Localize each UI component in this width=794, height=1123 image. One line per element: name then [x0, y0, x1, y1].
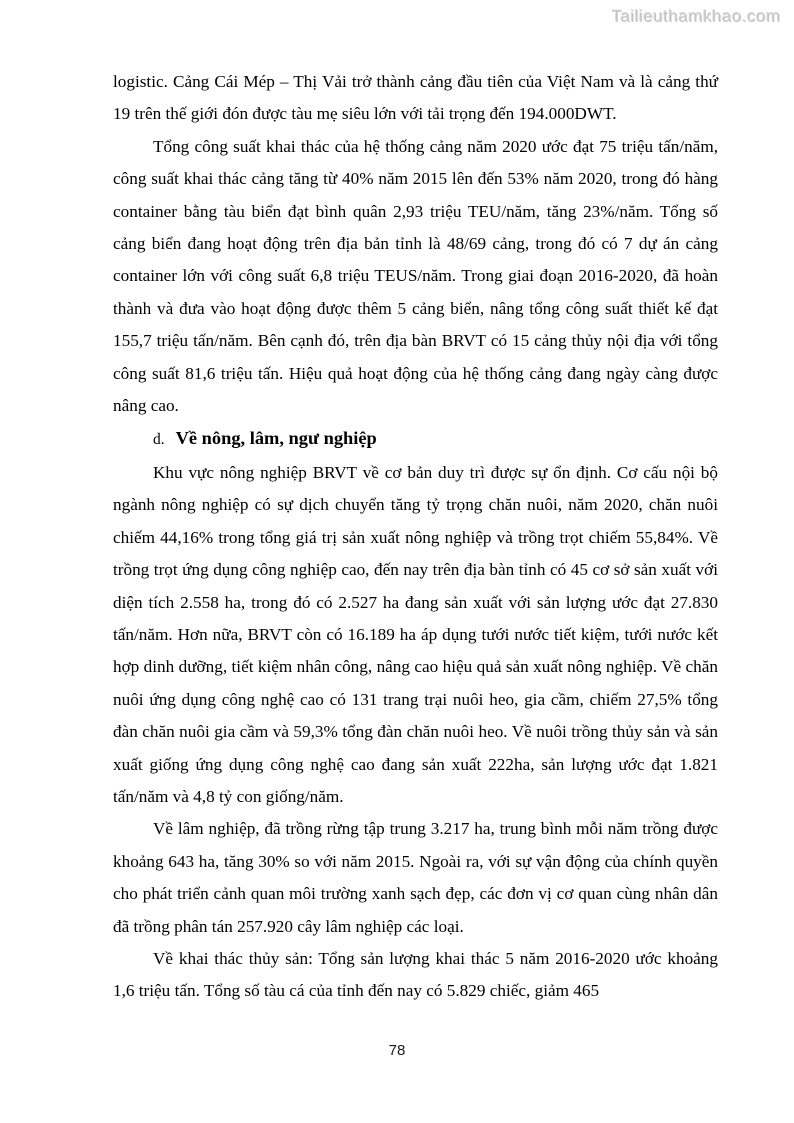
document-body	[113, 66, 718, 1008]
paragraph-khai-thac-thuy-san: Về khai thác thủy sản: Tổng sản lượng khai thác 5 năm 2016-2020 ước khoảng 1,6 triệu tấn. Tổng số tàu cá của tỉnh đến nay có 5.829 chiếc, giảm 465	[113, 948, 718, 1001]
page-number: 78	[388, 1042, 406, 1059]
paragraph-lam-nghiep: Về lâm nghiệp, đã trồng rừng tập trung 3.217 ha, trung bình mỗi năm trồng được khoảng 643 ha, tăng 30% so với năm 2015. Ngoài ra, với sự vận động của chính quyền cho phát triển cảnh quan môi trường xanh sạch đẹp, các đơn vị cơ quan cùng nhân dân đã trồng phân tán 257.920 cây lâm nghiệp các loại.	[113, 819, 718, 936]
section-heading-nong-lam-ngu-nghiep	[113, 422, 718, 456]
paragraph-nong-nghiep-brvt: Khu vực nông nghiệp BRVT về cơ bản duy trì được sự ổn định. Cơ cấu nội bộ ngành nông nghiệp có sự dịch chuyển tăng tỷ trọng chăn nuôi, năm 2020, chăn nuôi chiếm 44,16% trong tổng giá trị sản xuất nông nghiệp và trồng trọt chiếm 55,84%. Về trồng trọt ứng dụng công nghiệp cao, đến nay trên địa bàn tỉnh có 45 cơ sở sản xuất với diện tích 2.558 ha, trong đó có 2.527 ha đang sản xuất với sản lượng ước đạt 27.830 tấn/năm. Hơn nữa, BRVT còn có 16.189 ha áp dụng tưới nước tiết kiệm, tưới nước kết hợp dinh dưỡng, tiết kiệm nhân công, nâng cao hiệu quả sản xuất nông nghiệp. Về chăn nuôi ứng dụng công nghệ cao có 131 trang trại nuôi heo, gia cầm, chiếm 27,5% tổng đàn chăn nuôi gia cầm và 59,3% tổng đàn chăn nuôi heo. Về nuôi trồng thủy sản và sản xuất giống ứng dụng công nghệ cao đang sản xuất 222ha, sản lượng ước đạt 1.821 tấn/năm và 4,8 tỷ con giống/năm.	[113, 462, 718, 806]
heading-text: Về nông, lâm, ngư nghiệp	[175, 428, 377, 449]
paragraph-tong-cong-suat-cang: Tổng công suất khai thác của hệ thống cảng năm 2020 ước đạt 75 triệu tấn/năm, công suất khai thác cảng tăng từ 40% năm 2015 lên đến 53% năm 2020, trong đó hàng container bằng tàu biển đạt bình quân 2,93 triệu TEU/năm, tăng 23%/năm. Tổng số cảng biển đang hoạt động trên địa bản tỉnh là 48/69 cảng, trong đó có 7 dự án cảng container lớn với công suất 6,8 triệu TEUS/năm. Trong giai đoạn 2016-2020, đã hoàn thành và đưa vào hoạt động được thêm 5 cảng biển, nâng tổng công suất thiết kế đạt 155,7 triệu tấn/năm. Bên cạnh đó, trên địa bàn BRVT có 15 cảng thủy nội địa với tổng công suất 81,6 triệu tấn. Hiệu quả hoạt động của hệ thống cảng đang ngày càng được nâng cao.	[113, 136, 718, 416]
paragraph-cang-cai-mep-continuation: logistic. Cảng Cái Mép – Thị Vải trở thành cảng đầu tiên của Việt Nam và là cảng thứ 19 trên thế giới đón được tàu mẹ siêu lớn với tải trọng đến 194.000DWT.	[113, 72, 718, 124]
watermark: Tailieuthamkhao.com	[611, 7, 781, 26]
heading-marker: d.	[153, 431, 165, 449]
